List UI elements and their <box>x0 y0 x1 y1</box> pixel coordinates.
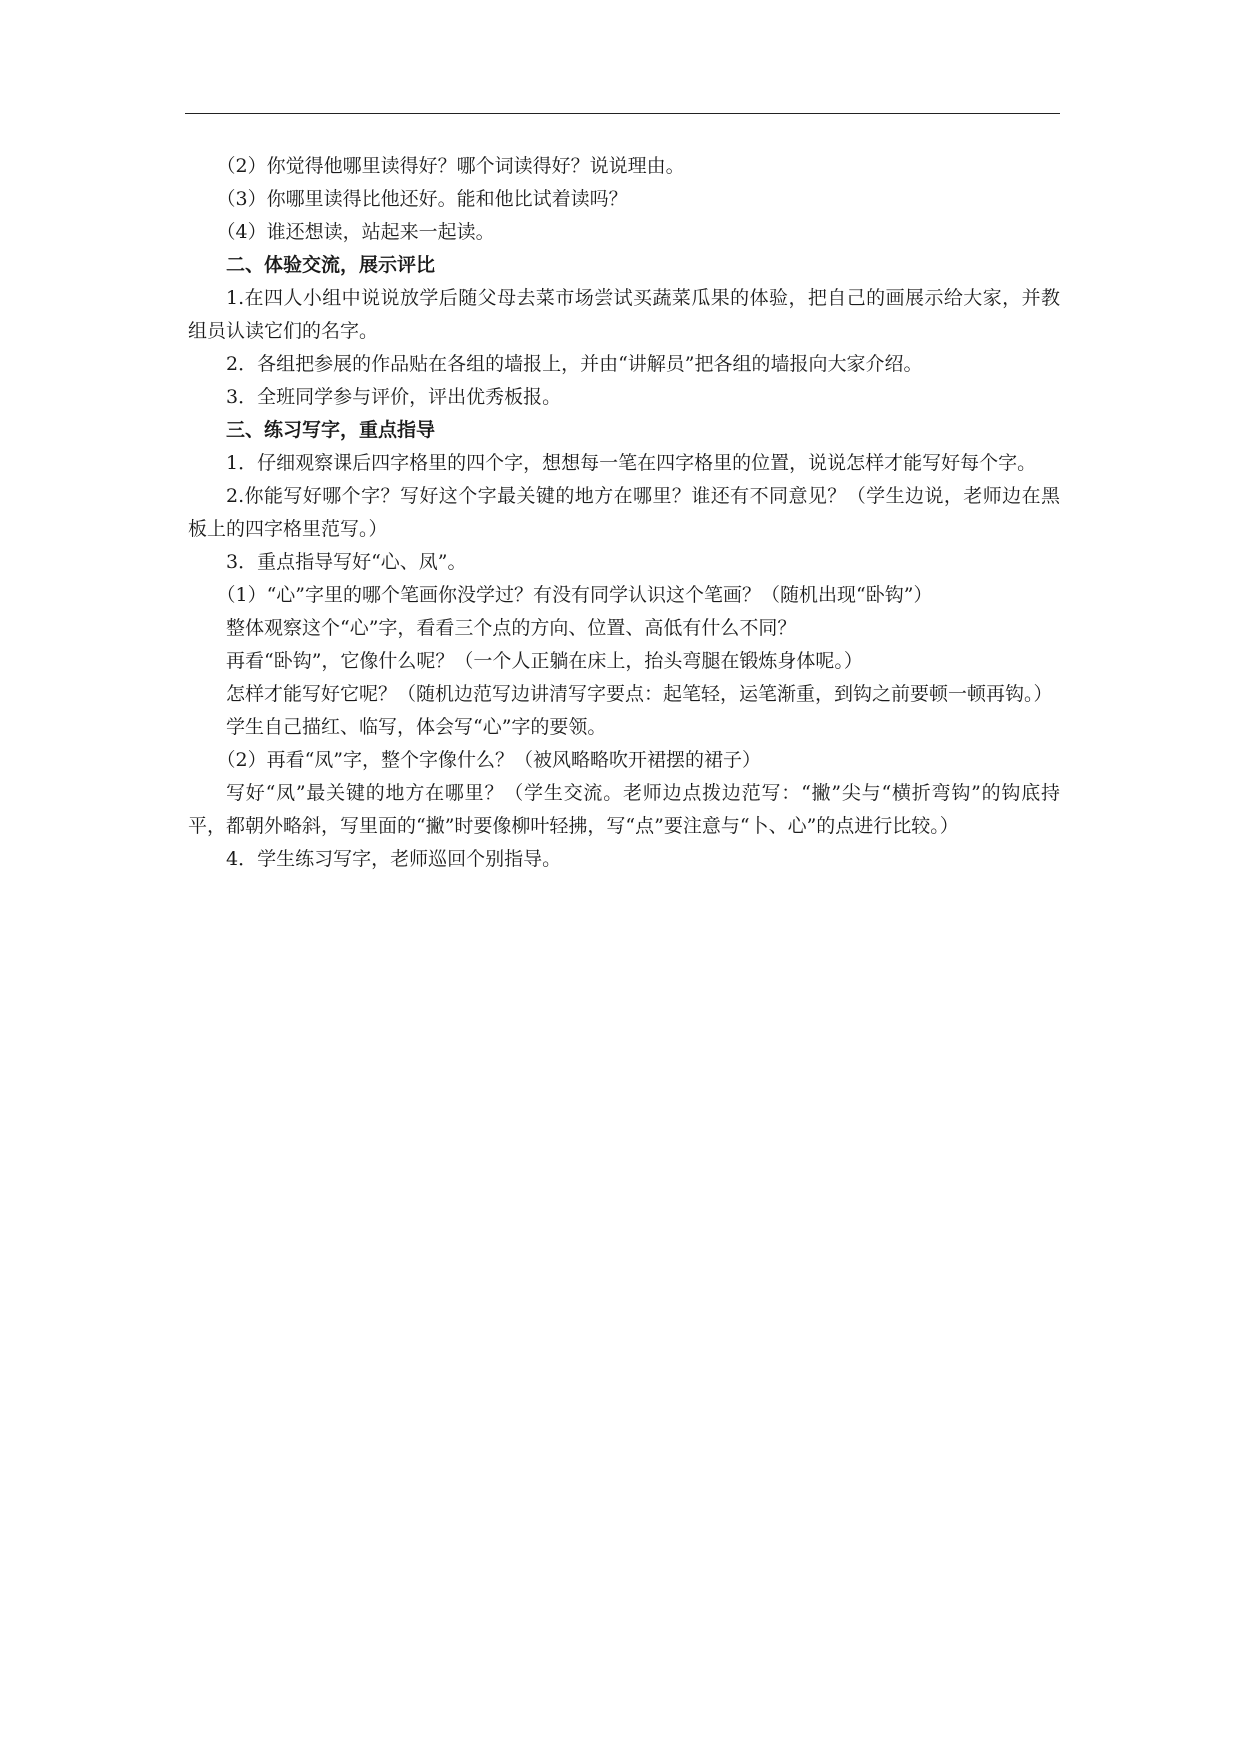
step-1: 1.在四人小组中说说放学后随父母去菜市场尝试买蔬菜瓜果的体验，把自己的画展示给大家，并教组员认读它们的名字。 <box>188 287 1060 342</box>
section-heading-3: 三、练习写字，重点指导 <box>226 419 436 441</box>
xin-observe: 整体观察这个“心”字，看看三个点的方向、位置、高低有什么不同？ <box>226 617 797 639</box>
writing-step-1: 1．仔细观察课后四字格里的四个字，想想每一笔在四字格里的位置，说说怎样才能写好每个字。 <box>226 452 1037 474</box>
step-3: 3．全班同学参与评价，评出优秀板报。 <box>226 386 562 408</box>
xin-how-to-write: 怎样才能写好它呢？（随机边范写边讲清写字要点：起笔轻，运笔渐重，到钩之前要顿一顿再钩。） <box>226 683 1053 705</box>
header-rule <box>185 113 1060 114</box>
document-body <box>188 150 1060 876</box>
question-3: （3）你哪里读得比他还好。能和他比试着读吗？ <box>216 188 628 210</box>
writing-step-3: 3．重点指导写好“心、凤”。 <box>226 551 467 573</box>
feng-key-points: 写好“凤”最关键的地方在哪里？（学生交流。老师边点拨边范写：“撇”尖与“横折弯钩”的钩底持平，都朝外略斜，写里面的“撇”时要像柳叶轻拂，写“点”要注意与“卜、心”的点进行比较。） <box>188 782 1060 837</box>
xin-question: （1）“心”字里的哪个笔画你没学过？有没有同学认识这个笔画？（随机出现“卧钩”） <box>216 584 933 606</box>
question-2: （2）你觉得他哪里读得好？哪个词读得好？说说理由。 <box>216 155 685 177</box>
question-4: （4）谁还想读，站起来一起读。 <box>216 221 495 243</box>
writing-step-4: 4．学生练习写字，老师巡回个别指导。 <box>226 848 562 870</box>
feng-question: （2）再看“凤”字，整个字像什么？（被风略略吹开裙摆的裙子） <box>216 749 762 771</box>
writing-step-2: 2.你能写好哪个字？写好这个字最关键的地方在哪里？谁还有不同意见？（学生边说，老师边在黑板上的四字格里范写。） <box>188 485 1060 540</box>
section-heading-2: 二、体验交流，展示评比 <box>226 254 436 276</box>
step-2: 2．各组把参展的作品贴在各组的墙报上，并由“讲解员”把各组的墙报向大家介绍。 <box>226 353 923 375</box>
xin-practice: 学生自己描红、临写，体会写“心”字的要领。 <box>226 716 607 738</box>
xin-wogou: 再看“卧钩”，它像什么呢？（一个人正躺在床上，抬头弯腿在锻炼身体呢。） <box>226 650 863 672</box>
